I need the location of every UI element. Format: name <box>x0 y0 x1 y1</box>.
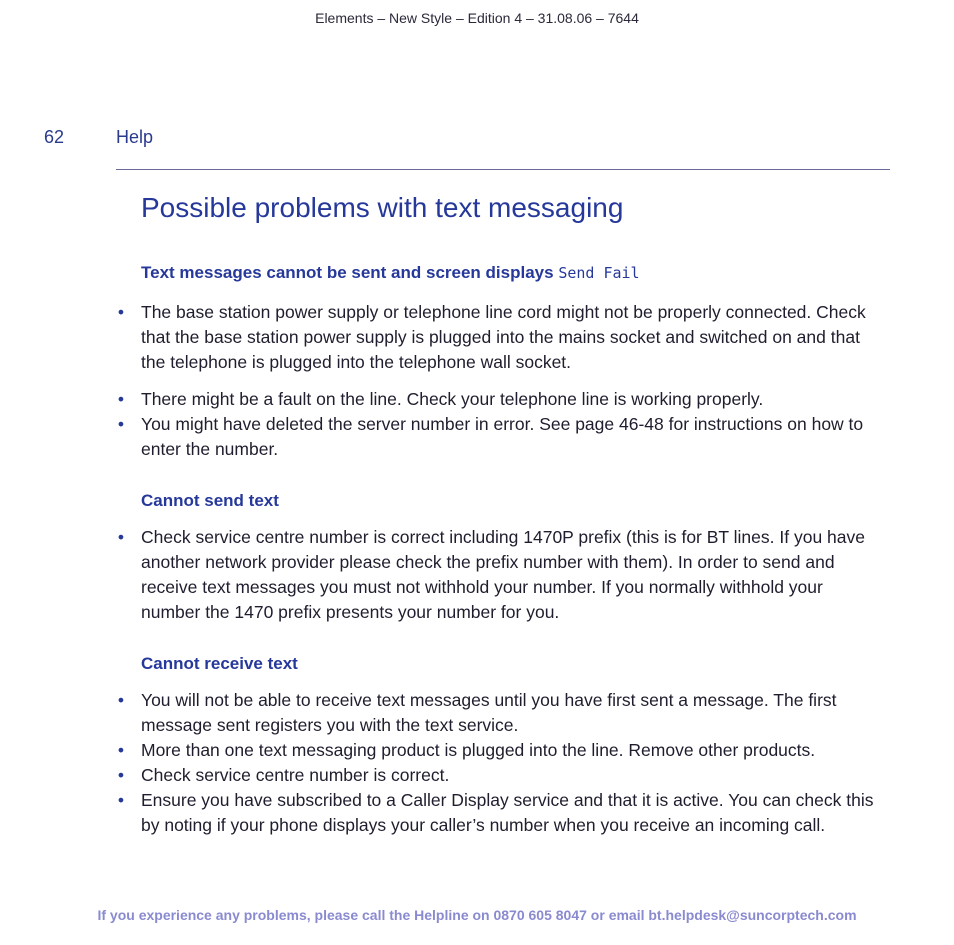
lcd-display-text: Send Fail <box>558 264 640 282</box>
list-item-text: Check service centre number is correct including 1470P prefix (this is for BT lines. If you have another network provider please check the prefix number with them). In order to send and receive text messages you must not withhold your number. If you normally withhold your number the 1470 prefix presents your number for you. <box>141 527 865 622</box>
list-item <box>116 525 876 625</box>
section-heading-text: Text messages cannot be sent and screen displays <box>141 263 554 282</box>
bullet-list <box>116 688 876 838</box>
bullet-icon: • <box>117 765 125 785</box>
list-item <box>116 300 876 375</box>
bullet-list <box>116 300 876 462</box>
bullet-list <box>116 525 876 625</box>
list-item-text: More than one text messaging product is plugged into the line. Remove other products. <box>141 740 816 760</box>
page-number: 62 <box>44 127 65 147</box>
page-title: Possible problems with text messaging <box>141 192 624 223</box>
helpline-footer: If you experience any problems, please call the Helpline on 0870 605 8047 or email bt.helpdesk@suncorptech.com <box>97 907 857 923</box>
bullet-icon: • <box>117 302 125 322</box>
header-rule <box>116 169 890 170</box>
bullet-icon: • <box>117 790 125 810</box>
bullet-icon: • <box>117 389 125 409</box>
list-item <box>116 688 876 738</box>
section-heading: Cannot send text <box>141 491 279 510</box>
list-item-text: The base station power supply or telephone line cord might not be properly connected. Check that the base station power supply is plugged into the mains socket and switched on and that the telephone is plugged into the telephone wall socket. <box>141 302 866 372</box>
list-item <box>116 412 876 462</box>
bullet-icon: • <box>117 690 125 710</box>
list-item <box>116 763 876 788</box>
section-cannot-receive <box>116 651 876 838</box>
list-item-text: You might have deleted the server number in error. See page 46-48 for instructions on how to enter the number. <box>141 414 864 459</box>
section-send-fail <box>116 260 876 462</box>
running-head: Elements – New Style – Edition 4 – 31.08.06 – 7644 <box>315 10 639 26</box>
list-item <box>116 387 876 412</box>
bullet-icon: • <box>117 414 125 434</box>
section-label: Help <box>116 127 154 147</box>
list-item-text: You will not be able to receive text messages until you have first sent a message. The first message sent registers you with the text service. <box>141 690 837 735</box>
list-item-text: Ensure you have subscribed to a Caller Display service and that it is active. You can check this by noting if your phone displays your caller’s number when you receive an incoming call. <box>141 790 874 835</box>
section-heading <box>141 260 876 286</box>
bullet-icon: • <box>117 740 125 760</box>
section-heading: Cannot receive text <box>141 654 298 673</box>
bullet-icon: • <box>117 527 125 547</box>
list-item-text: There might be a fault on the line. Check your telephone line is working properly. <box>141 389 764 409</box>
section-cannot-send <box>116 488 876 625</box>
list-item-text: Check service centre number is correct. <box>141 765 450 785</box>
content <box>116 260 876 838</box>
list-item <box>116 788 876 838</box>
list-item <box>116 738 876 763</box>
